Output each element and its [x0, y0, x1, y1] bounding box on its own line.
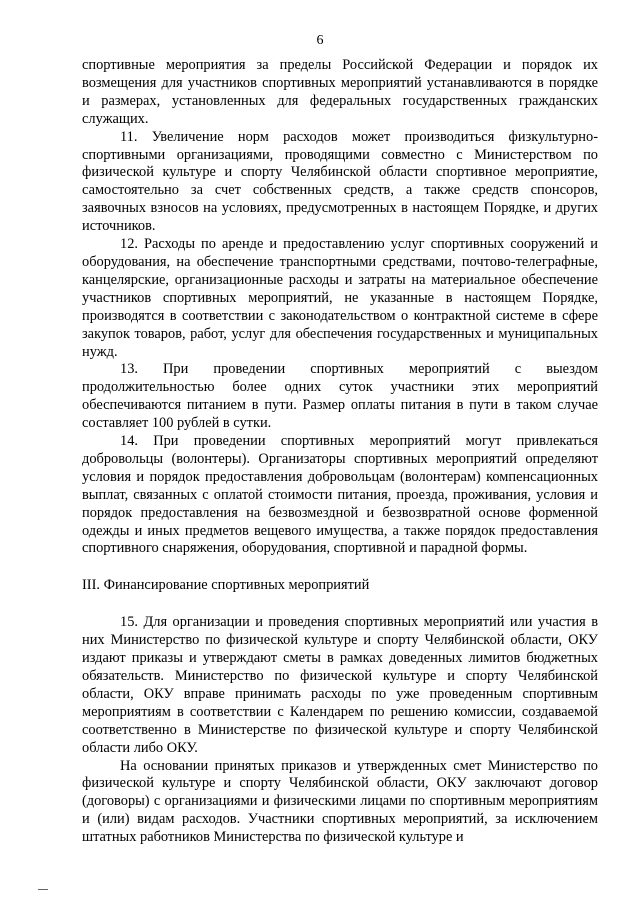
paragraph-continuation: спортивные мероприятия за пределы Российской Федерации и порядок их возмещения для участников спортивных мероприятий устанавливаются в порядке и размерах, установленных для федеральных государственных гражданских служащих. — [82, 57, 598, 127]
page-number: 6 — [316, 33, 324, 48]
paragraph-13: 13. При проведении спортивных мероприятий с выездом продолжительностью более одних суток участники этих мероприятий обеспечиваются питанием в пути. Размер оплаты питания в пути в таком случае составляет 100 рублей в сутки. — [82, 361, 598, 432]
document-body — [82, 57, 598, 847]
paragraph-11: 11. Увеличение норм расходов может производиться физкультурно-спортивными организациями, проводящими совместно с Министерством по физической культуре и спорту Челябинской области спортивное мероприятие, самостоятельно за счет собственных средств, а также средств спонсоров, заявочных взносов на условиях, предусмотренных в настоящем Порядке, и других источников. — [82, 128, 598, 235]
paragraph-14: 14. При проведении спортивных мероприятий могут привлекаться добровольцы (волонтеры). Организаторы спортивных мероприятий определяют условия и порядок предоставления добровольцам (волонтерам) компенсационных выплат, связанных с оплатой стоимости питания, проезда, проживания, условия и порядок предоставления на безвозмездной и безвозвратной основе форменной одежды и иных предметов вещевого имущества, а также порядок предоставления спортивного снаряжения, оборудования, спортивной и парадной формы. — [82, 433, 598, 557]
paragraph-15: 15. Для организации и проведения спортивных мероприятий или участия в них Министерство по физической культуре и спорту Челябинской области, ОКУ издают приказы и утверждают сметы в рамках доведенных лимитов бюджетных обязательств. Министерство по физической культуре и спорту Челябинской области, ОКУ вправе принимать расходы по уже проведенным спортивным мероприятиям в соответствии с Календарем по решению комиссии, создаваемой соответственно в Министерстве по физической культуре и спорту Челябинской области либо ОКУ. — [82, 614, 598, 756]
section-heading: III. Финансирование спортивных мероприятий — [82, 577, 370, 594]
page-edge-mark — [38, 889, 48, 890]
paragraph-12: 12. Расходы по аренде и предоставлению услуг спортивных сооружений и оборудования, на обеспечение транспортными средствами, почтово-телеграфные, канцелярские, организационные расходы и затраты на материальное обеспечение участников спортивных мероприятий, не указанные в настоящем Порядке, производятся в соответствии с законодательством о контрактной системе в сфере закупок товаров, работ, услуг для обеспечения государственных и муниципальных нужд. — [82, 236, 598, 360]
paragraph-15-continued: На основании принятых приказов и утвержденных смет Министерство по физической культуре и спорту Челябинской области, ОКУ заключают договор (договоры) с организациями и физическими лицами по спортивным мероприятиям и (или) видам расходов. Участники спортивных мероприятий, за исключением штатных работников Министерства по физической культуре и — [82, 757, 598, 846]
